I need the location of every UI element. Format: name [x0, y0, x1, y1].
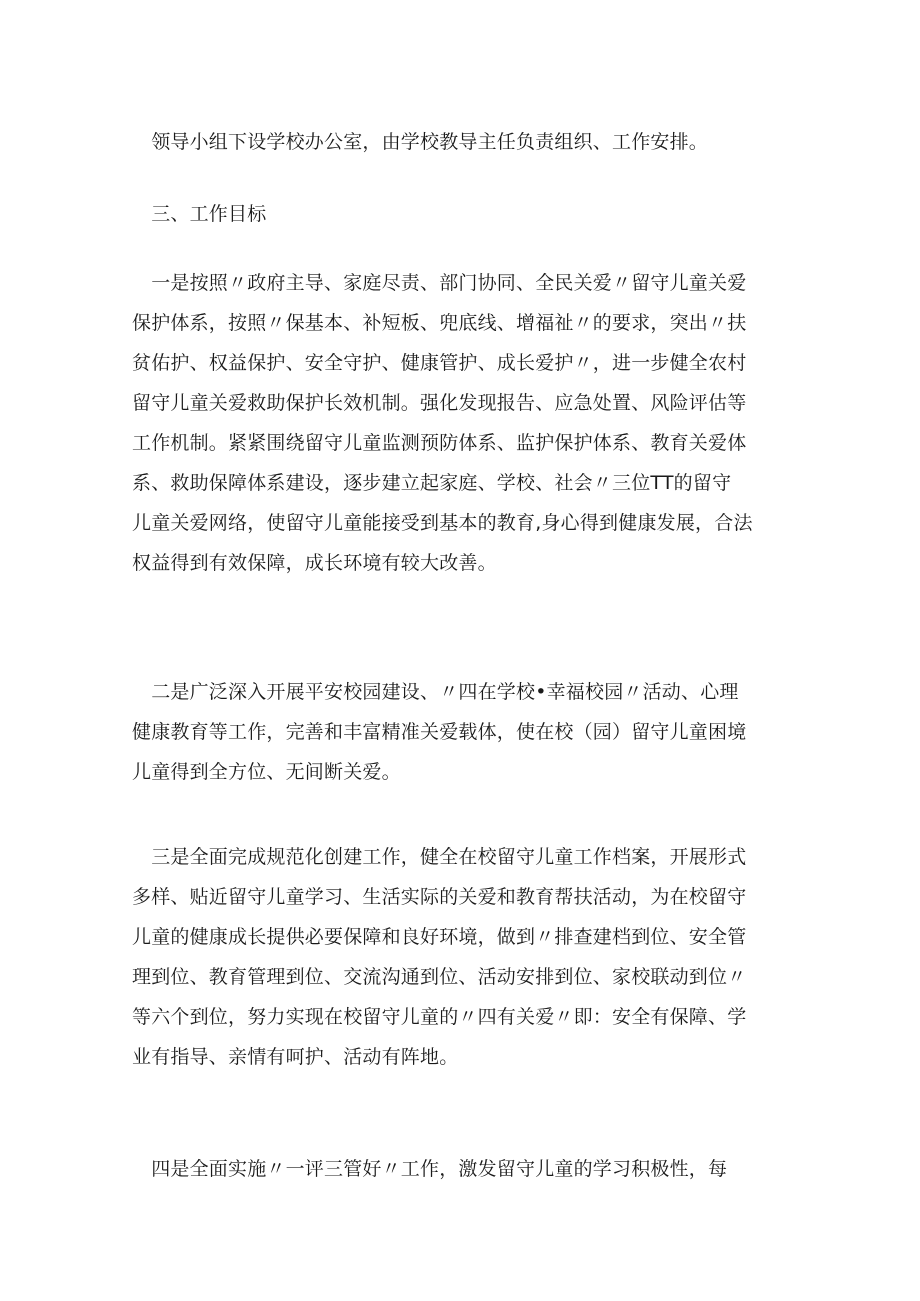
- text-line: 工作机制。紧紧围绕留守儿童监测预防体系、监护保护体系、教育关爱体: [132, 432, 747, 454]
- text-line: 多样、贴近留守儿童学习、生活实际的关爱和教育帮扶活动，为在校留守: [132, 886, 747, 908]
- text-line: 贫佑护、权益保护、安全守护、健康管护、成长爱护〃，进一步健全农村: [132, 352, 747, 374]
- text-line: 理到位、教育管理到位、交流沟通到位、活动安排到位、家校联动到位〃: [132, 966, 747, 988]
- text-line: 业有指导、亲情有呵护、活动有阵地。: [132, 1046, 459, 1068]
- text-line: 等六个到位，努力实现在校留守儿童的〃四有关爱〃即：安全有保障、学: [132, 1006, 747, 1028]
- section-heading: 三、工作目标: [132, 203, 267, 225]
- text-line: 儿童的健康成长提供必要保障和良好环境，做到〃排查建档到位、安全管: [132, 926, 747, 948]
- text-line: 健康教育等工作，完善和丰富精准关爱载体，使在校（园）留守儿童困境: [132, 721, 747, 743]
- text-line: 二是广泛深入开展平安校园建设、〃四在学校•幸福校园〃活动、心理: [132, 681, 739, 703]
- paragraph-goal-one: [132, 263, 792, 583]
- paragraph-leadership-office: [132, 122, 792, 162]
- section-heading-work-goals: [132, 194, 792, 234]
- text-line: 系、救助保障体系建设，逐步建立起家庭、学校、社会〃三位TT的留守: [132, 472, 732, 494]
- text-line: 儿童关爱网络，使留守儿童能接受到基本的教育,身心得到健康发展，合法: [132, 512, 753, 534]
- text-line: 领导小组下设学校办公室，由学校教导主任负责组织、工作安排。: [132, 131, 709, 153]
- text-line: 一是按照〃政府主导、家庭尽责、部门协同、全民关爱〃留守儿童关爱: [132, 272, 747, 294]
- text-line: 三是全面完成规范化创建工作，健全在校留守儿童工作档案，开展形式: [132, 846, 747, 868]
- text-line: 四是全面实施〃一评三管好〃工作，激发留守儿童的学习积极性，每: [132, 1158, 728, 1180]
- text-line: 保护体系，按照〃保基本、补短板、兜底线、增福祉〃的要求，突出〃扶: [132, 312, 747, 334]
- paragraph-goal-four: [132, 1149, 792, 1189]
- text-line: 儿童得到全方位、无间断关爱。: [132, 761, 401, 783]
- paragraph-goal-three: [132, 837, 792, 1077]
- paragraph-goal-two: [132, 672, 792, 792]
- text-line: 留守儿童关爱救助保护长效机制。强化发现报告、应急处置、风险评估等: [132, 392, 747, 414]
- text-line: 权益得到有效保障，成长环境有较大改善。: [132, 552, 497, 574]
